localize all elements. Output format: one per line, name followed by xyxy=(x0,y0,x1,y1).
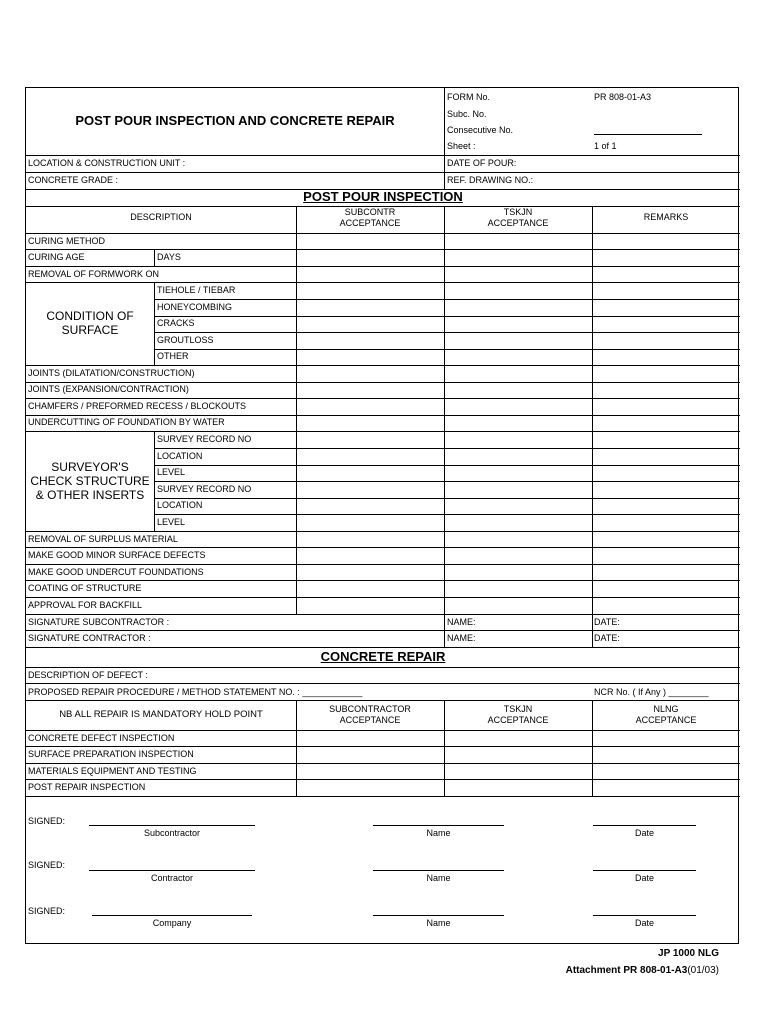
subcontractor-signature-line[interactable] xyxy=(89,825,255,826)
date-label: DATE: xyxy=(594,633,620,643)
surveyors-check-label: SURVEYOR'S CHECK STRUCTURE & OTHER INSERTS xyxy=(30,460,150,502)
signature-subcontractor-label: SIGNATURE SUBCONTRACTOR : xyxy=(28,617,170,627)
condition-item: TIEHOLE / TIEBAR xyxy=(157,285,236,295)
name-caption: Name xyxy=(426,873,451,883)
removal-surplus-label: REMOVAL OF SURPLUS MATERIAL xyxy=(28,534,178,544)
description-defect-label: DESCRIPTION OF DEFECT : xyxy=(28,670,148,680)
ref-drawing-label: REF. DRAWING NO.: xyxy=(447,175,534,185)
name-label: NAME: xyxy=(447,617,476,627)
inspection-form xyxy=(25,87,739,944)
curing-method-label: CURING METHOD xyxy=(28,236,105,246)
header-divider xyxy=(444,88,445,155)
surveyor-item: LOCATION xyxy=(157,451,203,461)
repair-row-label: POST REPAIR INSPECTION xyxy=(28,782,146,792)
date-caption: Date xyxy=(634,873,654,883)
surveyor-item: LEVEL xyxy=(157,467,186,477)
surveyor-item: SURVEY RECORD NO xyxy=(157,484,252,494)
coating-label: COATING OF STRUCTURE xyxy=(28,583,142,593)
condition-item: CRACKS xyxy=(157,318,195,328)
proposed-procedure-label: PROPOSED REPAIR PROCEDURE / METHOD STATEMENT NO. : ____________ xyxy=(28,687,363,697)
post-pour-section-title: POST POUR INSPECTION xyxy=(303,189,463,204)
form-no-value: PR 808-01-A3 xyxy=(594,92,652,102)
sheet-value: 1 of 1 xyxy=(594,141,617,151)
date-caption: Date xyxy=(634,828,654,838)
signed-label: SIGNED: xyxy=(28,860,66,870)
consecutive-no-label: Consecutive No. xyxy=(447,125,514,135)
doc-code: JP 1000 NLG xyxy=(658,948,719,959)
condition-item: GROUTLOSS xyxy=(157,335,214,345)
attachment-reference xyxy=(566,965,719,976)
surveyor-item: SURVEY RECORD NO xyxy=(157,434,252,444)
removal-formwork-label: REMOVAL OF FORMWORK ON xyxy=(28,269,160,279)
consecutive-no-field[interactable] xyxy=(594,134,702,135)
col-subcontractor-acceptance: SUBCONTRACTOR ACCEPTANCE xyxy=(329,704,411,725)
contractor-name-line[interactable] xyxy=(373,870,504,871)
surveyor-item: LEVEL xyxy=(157,517,186,527)
date-caption: Date xyxy=(634,918,654,928)
col-description: DESCRIPTION xyxy=(130,212,192,222)
condition-item: HONEYCOMBING xyxy=(157,302,233,312)
form-title: POST POUR INSPECTION AND CONCRETE REPAIR xyxy=(75,113,395,128)
col-tskjn-acceptance: TSKJN ACCEPTANCE xyxy=(487,704,549,725)
subcontractor-name-line[interactable] xyxy=(373,825,504,826)
date-label: DATE: xyxy=(594,617,620,627)
signature-contractor-label: SIGNATURE CONTRACTOR : xyxy=(28,633,151,643)
joints-dilatation-label: JOINTS (DILATATION/CONSTRUCTION) xyxy=(28,368,195,378)
condition-of-surface-label: CONDITION OF SURFACE xyxy=(46,309,134,337)
repair-row-label: CONCRETE DEFECT INSPECTION xyxy=(28,733,175,743)
name-label: NAME: xyxy=(447,633,476,643)
col-tskjn-acceptance: TSKJN ACCEPTANCE xyxy=(487,207,549,228)
ncr-no-label: NCR No. ( If Any ) ________ xyxy=(594,687,709,697)
company-name-line[interactable] xyxy=(373,915,504,916)
signoff-role: Company xyxy=(152,918,192,928)
company-date-line[interactable] xyxy=(593,915,696,916)
concrete-repair-section-title: CONCRETE REPAIR xyxy=(320,649,446,664)
joints-expansion-label: JOINTS (EXPANSION/CONTRACTION) xyxy=(28,384,189,394)
approval-backfill-label: APPROVAL FOR BACKFILL xyxy=(28,600,143,610)
location-label: LOCATION & CONSTRUCTION UNIT : xyxy=(28,158,186,168)
hold-point-note: NB ALL REPAIR IS MANDATORY HOLD POINT xyxy=(59,709,263,720)
signed-label: SIGNED: xyxy=(28,816,66,826)
make-good-undercut-label: MAKE GOOD UNDERCUT FOUNDATIONS xyxy=(28,567,204,577)
form-no-label: FORM No. xyxy=(447,92,491,102)
col-nlng-acceptance: NLNG ACCEPTANCE xyxy=(635,704,697,725)
signoff-role: Contractor xyxy=(150,873,194,883)
condition-item: OTHER xyxy=(157,351,189,361)
contractor-date-line[interactable] xyxy=(593,870,696,871)
company-signature-line[interactable] xyxy=(92,915,252,916)
attachment-code: Attachment PR 808-01-A3 xyxy=(565,965,688,976)
signoff-role: Subcontractor xyxy=(143,828,201,838)
name-caption: Name xyxy=(426,918,451,928)
col-remarks: REMARKS xyxy=(643,212,689,222)
concrete-grade-label: CONCRETE GRADE : xyxy=(28,175,119,185)
subcontractor-date-line[interactable] xyxy=(593,825,696,826)
repair-row-label: MATERIALS EQUIPMENT AND TESTING xyxy=(28,766,197,776)
name-caption: Name xyxy=(426,828,451,838)
surveyor-item: LOCATION xyxy=(157,500,203,510)
col-subcontr-acceptance: SUBCONTR ACCEPTANCE xyxy=(339,207,401,228)
days-label: DAYS xyxy=(157,252,181,262)
contractor-signature-line[interactable] xyxy=(89,870,255,871)
repair-row-label: SURFACE PREPARATION INSPECTION xyxy=(28,749,194,759)
chamfers-label: CHAMFERS / PREFORMED RECESS / BLOCKOUTS xyxy=(28,401,247,411)
date-of-pour-label: DATE OF POUR: xyxy=(447,158,517,168)
curing-age-label: CURING AGE xyxy=(28,252,85,262)
signed-label: SIGNED: xyxy=(28,906,66,916)
attachment-date: (01/03) xyxy=(687,965,719,976)
make-good-minor-label: MAKE GOOD MINOR SURFACE DEFECTS xyxy=(28,550,206,560)
undercutting-label: UNDERCUTTING OF FOUNDATION BY WATER xyxy=(28,417,225,427)
sheet-label: Sheet : xyxy=(447,141,476,151)
subc-no-label: Subc. No. xyxy=(447,109,487,119)
